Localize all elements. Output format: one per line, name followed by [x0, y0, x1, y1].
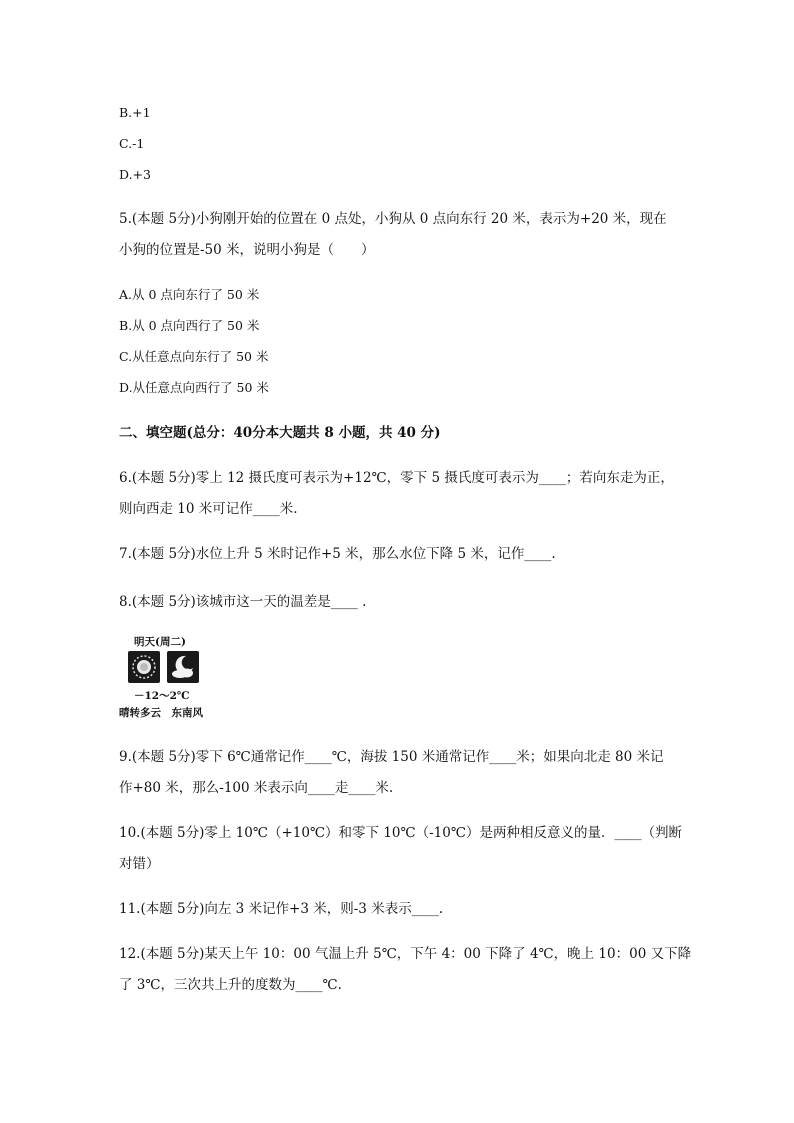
q10-stem-line2: 对错） [119, 856, 160, 872]
sun-icon [128, 651, 160, 683]
q5-option-a: A.从 0 点向东行了 50 米 [119, 287, 260, 302]
q5-stem-line2: 小狗的位置是-50 米，说明小狗是（ ） [119, 242, 375, 258]
q6-stem-line1: 6.(本题 5分)零上 12 摄氏度可表示为+12℃，零下 5 摄氏度可表示为____；若向东走为正， [119, 470, 674, 486]
q9-stem-line1: 9.(本题 5分)零下 6℃通常记作____℃，海拔 150 米通常记作____米；如果向北走 80 米记 [119, 749, 664, 765]
q5-option-d: D.从任意点向西行了 50 米 [119, 380, 269, 395]
q12-stem-line1: 12.(本题 5分)某天上午 10：00 气温上升 5℃，下午 4：00 下降了 4℃，晚上 10：00 又下降 [119, 946, 692, 962]
section-title: 二、填空题(总分：40分本大题共 8 小题，共 40 分) [119, 425, 441, 441]
q7-stem: 7.(本题 5分)水位上升 5 米时记作+5 米，那么水位下降 5 米，记作____. [119, 546, 556, 562]
q10-stem-line1: 10.(本题 5分)零上 10℃（+10℃）和零下 10℃（-10℃）是两种相反意义的量．____（判断 [119, 825, 682, 841]
q11-stem: 11.(本题 5分)向左 3 米记作+3 米，则-3 米表示____. [119, 901, 443, 917]
weather-day: 明天(周二) [134, 636, 186, 648]
q5-stem-line1: 5.(本题 5分)小狗刚开始的位置在 0 点处，小狗从 0 点向东行 20 米，表示为+20 米，现在 [119, 211, 667, 227]
q4-option-b: B.+1 [119, 105, 151, 120]
q9-stem-line2: 作+80 米，那么-100 米表示向____走____米. [119, 780, 394, 796]
q5-option-c: C.从任意点向东行了 50 米 [119, 349, 269, 364]
q12-stem-line2: 了 3℃，三次共上升的度数为____℃. [119, 977, 342, 993]
q8-stem: 8.(本题 5分)该城市这一天的温差是____ . [119, 594, 367, 610]
q4-option-d: D.+3 [119, 167, 151, 182]
q5-option-b: B.从 0 点向西行了 50 米 [119, 318, 260, 333]
q4-option-c: C.-1 [119, 136, 145, 151]
weather-desc: 晴转多云 东南风 [119, 707, 203, 719]
weather-temp: －12～2℃ [134, 690, 190, 702]
cloud-moon-icon [167, 651, 199, 683]
q6-stem-line2: 则向西走 10 米可记作____米. [119, 501, 298, 517]
